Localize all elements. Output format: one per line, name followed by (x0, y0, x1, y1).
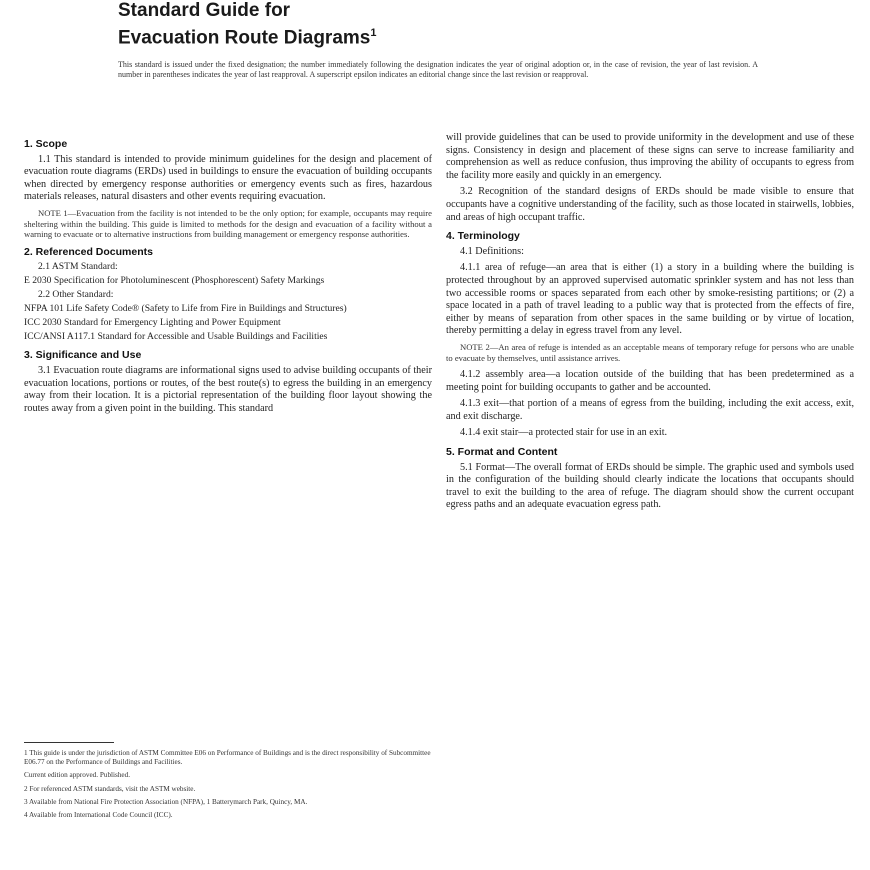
definition-assembly-area: 4.1.2 assembly area—a location outside of the building that has been predetermined as a meeting point for building occupants to gather and be accounted. (446, 369, 854, 393)
footnote-rule (24, 742, 114, 743)
section-heading-scope: 1. Scope (24, 138, 68, 150)
reference-item: ICC 2030 Standard for Emergency Lighting and Power Equipment (24, 317, 281, 329)
reference-item: NFPA 101 Life Safety Code® (Safety to Life from Fire in Buildings and Structures) (24, 303, 347, 315)
significance-paragraph-2: 3.2 Recognition of the standard designs of ERDs should be made visible to ensure that occupants have a cognitive understanding of the facility, such as those located in stairwells, lobbies, and areas of high occupant traffic. (446, 186, 854, 223)
reference-category: 2.1 ASTM Standard: (38, 261, 118, 273)
reference-category: 2.2 Other Standard: (38, 289, 114, 301)
definition-exit: 4.1.3 exit—that portion of a means of egress from the building, including the exit access, exit, and exit discharge. (446, 398, 854, 422)
footnote: 2 For referenced ASTM standards, visit the ASTM website. (24, 784, 196, 793)
section-heading-terminology: 4. Terminology (446, 230, 520, 243)
footnote: Current edition approved. Published. (24, 771, 130, 780)
reference-item: ICC/ANSI A117.1 Standard for Accessible and Usable Buildings and Facilities (24, 331, 328, 343)
definitions-subheading: 4.1 Definitions: (460, 245, 524, 257)
footnote: 1 This guide is under the jurisdiction of ASTM Committee E06 on Performance of Buildings and is the direct responsibility of Subcommittee E06.77 on the Performance of Buildings and Facilities. (24, 749, 431, 767)
title-line-2 (118, 22, 738, 49)
format-paragraph: 5.1 Format—The overall format of ERDs should be simple. The graphic used and symbols used in the configuration of the building should clearly indicate the locations that occupants should travel to exit the building to the area of refuge. The diagram should show the current occupant egress paths and an adequate evacuation egress path. (446, 461, 854, 511)
footnote: 4 Available from International Code Council (ICC). (24, 811, 173, 820)
section-heading-format: 5. Format and Content (446, 446, 558, 459)
abstract: This standard is issued under the fixed designation; the number immediately following the designation indicates the year of original adoption or, in the case of revision, the year of last revision. A number in parentheses indicates the year of last reapproval. A superscript epsilon indicates an editorial change since the last revision or reapproval. (118, 60, 758, 79)
significance-paragraph: 3.1 Evacuation route diagrams are informational signs used to advise building occupants of their evacuation locations, portions or routes, of the best route(s) to egress the building in an emergency away from their location. It is a pictorial representation of the building floor layout showing the routes away from a given point in the building. This standard (24, 364, 432, 414)
footnote: 3 Available from National Fire Protection Association (NFPA), 1 Batterymarch Park, Quincy, MA. (24, 797, 308, 806)
title-line-1: Standard Guide for (118, 0, 291, 21)
section-heading-significance: 3. Significance and Use (24, 349, 142, 362)
scope-note: NOTE 1—Evacuation from the facility is not intended to be the only option; for example, occupants may require sheltering within the building. This guide is limited to methods for the design and evacuation of a facility without a warning to evacuate or to alternative instructions from building management or emergency response authorities. (24, 207, 432, 240)
document-title: Evacuation Route Diagrams (118, 27, 371, 49)
title-footnote-mark: 1 (370, 27, 377, 39)
terminology-note: NOTE 2—An area of refuge is intended as an acceptable means of temporary refuge for persons who are unable to evacuate by themselves, until assistance arrives. (446, 341, 854, 363)
title-block (118, 0, 738, 49)
reference-item: E 2030 Specification for Photoluminescent (Phosphorescent) Safety Markings (24, 275, 325, 287)
definition-area-of-refuge: 4.1.1 area of refuge—an area that is either (1) a story in a building where the building is protected throughout by an approved supervised automatic sprinkler system and has not less than two accessible rooms or spaces separated from each other by smoke-resisting partitions; or (2) a space located in a path of travel leading to a public way that is protected from the effects of fire, either by means of separation from other spaces in the same building or by virtue of location, thereby permitting a delay in egress travel from any level. (446, 262, 854, 337)
scope-paragraph: 1.1 This standard is intended to provide minimum guidelines for the design and placement of evacuation route diagrams (ERDs) used in buildings to ensure the evacuation of building occupants when directed by emergency response authorities or emergency events such as fires, hazardous materials releases, natural disasters and other events requiring evacuation. (24, 153, 432, 203)
right-column (446, 132, 854, 870)
footnotes (24, 742, 432, 824)
definition-exit-stair: 4.1.4 exit stair—a protected stair for use in an exit. (460, 427, 668, 439)
continued-paragraph: will provide guidelines that can be used to provide uniformity in the development and use of these signs. Consistency in design and placement of these signs can serve to increase familiarity and comprehension as well as reduce confusion, thus improving the ability of occupants to egress from the facility more easily and quickly in an emergency. (446, 132, 854, 181)
section-heading-references: 2. Referenced Documents (24, 245, 153, 258)
